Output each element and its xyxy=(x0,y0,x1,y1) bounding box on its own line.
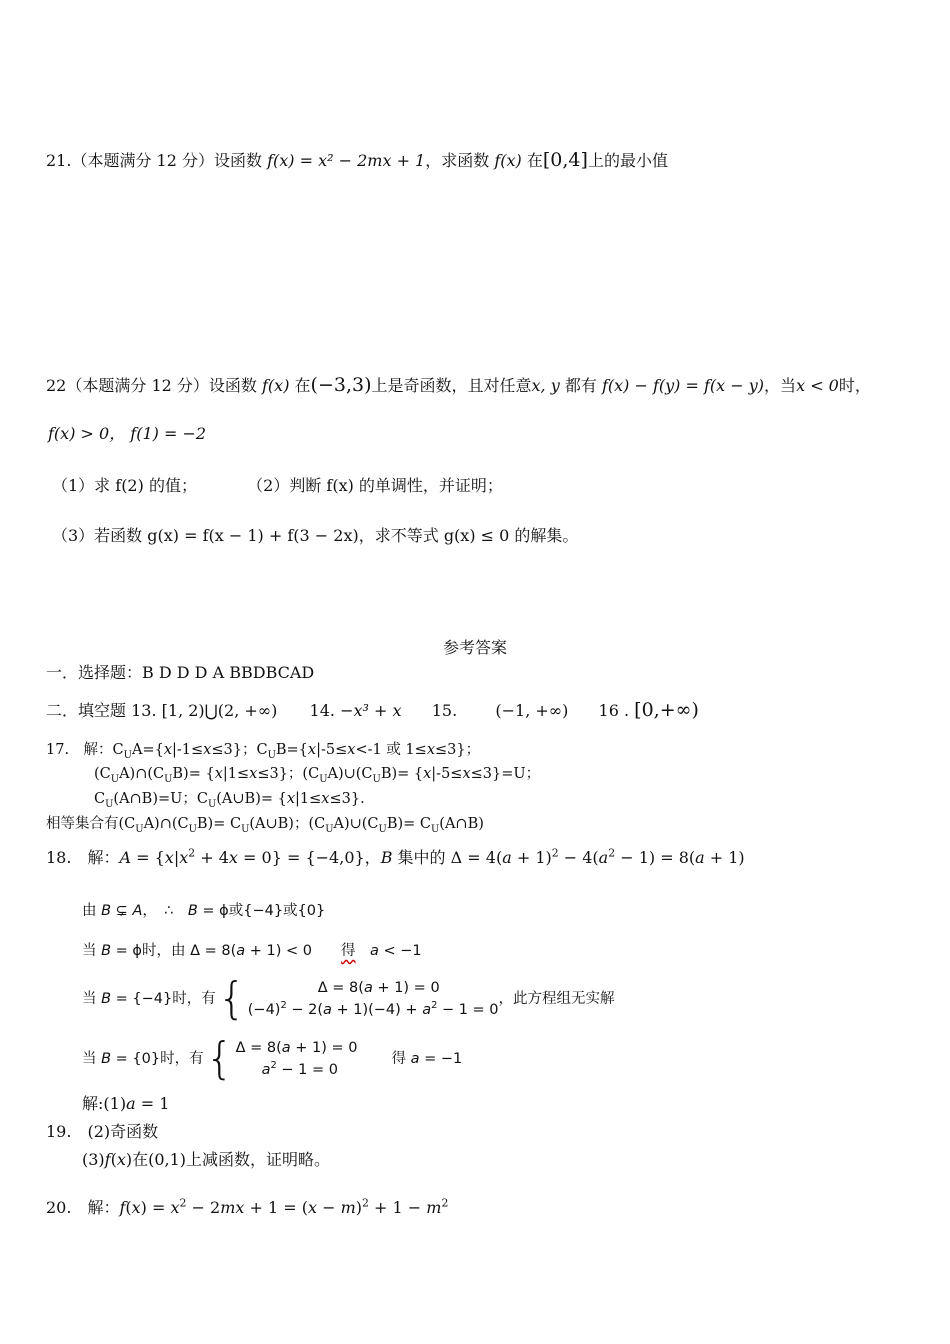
answer-18-line5 xyxy=(82,1033,463,1084)
q22-text1: 上是奇函数，且对任意 xyxy=(371,376,532,395)
q21-tail: 上的最小值 xyxy=(587,151,668,170)
q21-interval: [0,4] xyxy=(542,149,588,171)
q22-text4: 时， xyxy=(838,376,871,395)
q22-fx: f(x) xyxy=(262,376,290,395)
question-22-subquestions xyxy=(52,476,503,496)
system2-row2: $a^2 - 1 = 0$ xyxy=(261,1060,338,1078)
answer-17-line4: 相等集合有$(C_UA)\cap(C_UB)=$ $C_U(A\cup B)$；$(C_UA)\cup(C_UB)=$ $C_U(A\cap B)$ xyxy=(46,816,484,835)
q21-function: f(x) = x² − 2mx + 1 xyxy=(267,151,426,170)
q22-in: 在 xyxy=(294,376,311,395)
answer-18-line1: 18. 解：$A = \{x|x^2 + 4x = 0\} = \{-4,0\}$，B 集中的 $\Delta = 4(a + 1)^2 - 4(a^2 - 1) = 8(a + 1)$ xyxy=(46,846,745,867)
equation-system-1 xyxy=(248,977,499,1021)
label-16: 16 . xyxy=(598,701,630,720)
q22-text2: 都有 xyxy=(564,376,597,395)
answer-14: −x³ + x xyxy=(340,701,402,720)
q22-xy: x, y xyxy=(531,376,560,395)
a18-l3-de: 得 xyxy=(341,943,356,959)
answer-19-line3: (3)f(x)在(0,1)上减函数，证明略。 xyxy=(82,1150,331,1169)
q21-fx: f(x) xyxy=(494,151,522,170)
answers-title: 参考答案 xyxy=(442,638,507,657)
question-22-sub3: （3）若函数 g(x) = f(x − 1) + f(3 − 2x)，求不等式 g(x) ≤ 0 的解集。 xyxy=(52,526,579,545)
answer-17-line1: 17. 解：$C_UA=\{x|-1\le x\le 3\}$；$C_UB=\{x|-5\le x<-1$ 或 1≤x≤3}； xyxy=(46,742,481,761)
q22-text3: ，当 xyxy=(764,376,797,395)
answer-18-line4 xyxy=(82,973,615,1024)
q22-sub2: （2）判断 f(x) 的单调性，并证明； xyxy=(247,476,503,495)
system1-row2: $(-4)^2 - 2(a + 1)(-4) + a^2 - 1 = 0$ xyxy=(247,1000,499,1018)
answer-18-line3 xyxy=(82,941,422,961)
answer-19-line1: 解:(1)a = 1 xyxy=(82,1094,170,1113)
a18-l3-part2: a < −1 xyxy=(370,943,422,959)
left-brace-icon: { xyxy=(217,973,246,1024)
q22-equation: f(x) − f(y) = f(x − y) xyxy=(601,376,765,395)
answer-19-line2: 19. (2)奇函数 xyxy=(46,1122,159,1141)
a18-l3-part1: 当 B = ϕ时，由 Δ = 8(a + 1) < 0 xyxy=(82,943,342,959)
answer-16: [0,+∞) xyxy=(634,699,699,721)
question-22-line1 xyxy=(46,375,871,396)
equation-system-2 xyxy=(236,1037,358,1081)
q22-interval: (−3,3) xyxy=(310,374,372,396)
label-15: 15. xyxy=(431,701,458,720)
s2-label: 二．填空题 13. xyxy=(46,701,157,720)
answer-17-line3: $C_U(A\cap B)=U$；$C_U(A\cup B)= \{x|1\le x\le 3\}$. xyxy=(94,791,365,810)
q21-label: 21.（本题满分 12 分）设函数 xyxy=(46,151,262,170)
q22-sub1: （1）求 f(2) 的值； xyxy=(52,476,197,495)
a18-l5-suffix: 得 a = −1 xyxy=(391,1051,463,1067)
a18-l4-suffix: ，此方程组无实解 xyxy=(498,991,615,1007)
answer-18-line2: 由 B ⊊ A， ∴ B = ϕ或{−4}或{0} xyxy=(82,903,326,919)
answer-section-1: 一．选择题：B D D D A BBDBCAD xyxy=(46,663,315,682)
a18-l4-prefix: 当 B = {−4}时，有 xyxy=(82,991,216,1007)
question-21 xyxy=(46,150,668,171)
answer-15: (−1, +∞) xyxy=(495,701,569,720)
answer-20-line1: 20. 解：$f(x) = x^2 - 2mx + 1 = (x - m)^2 + 1 - m^2$ xyxy=(46,1196,449,1217)
q22-label: 22（本题满分 12 分）设函数 xyxy=(46,376,257,395)
question-22-line2: f(x) > 0， f(1) = −2 xyxy=(48,424,207,443)
left-brace-icon: { xyxy=(205,1033,234,1084)
a18-l5-prefix: 当 B = {0}时，有 xyxy=(82,1051,204,1067)
q22-condition: x < 0 xyxy=(796,376,839,395)
label-14: 14. xyxy=(309,701,335,720)
answer-17-line2: $(C_UA)\cap(C_UB)= \{x|1\le x\le 3\}$；$(C_UA)\cup(C_UB)= \{x|-5\le x\le 3\}=U$； xyxy=(94,766,541,785)
q21-in: 在 xyxy=(526,151,543,170)
q21-text: ，求函数 xyxy=(425,151,490,170)
system2-row1: Δ = 8(a + 1) = 0 xyxy=(235,1040,358,1056)
answer-section-2 xyxy=(46,700,699,721)
answer-13: [1, 2)⋃(2, +∞) xyxy=(161,701,278,720)
system1-row1: Δ = 8(a + 1) = 0 xyxy=(317,980,440,996)
